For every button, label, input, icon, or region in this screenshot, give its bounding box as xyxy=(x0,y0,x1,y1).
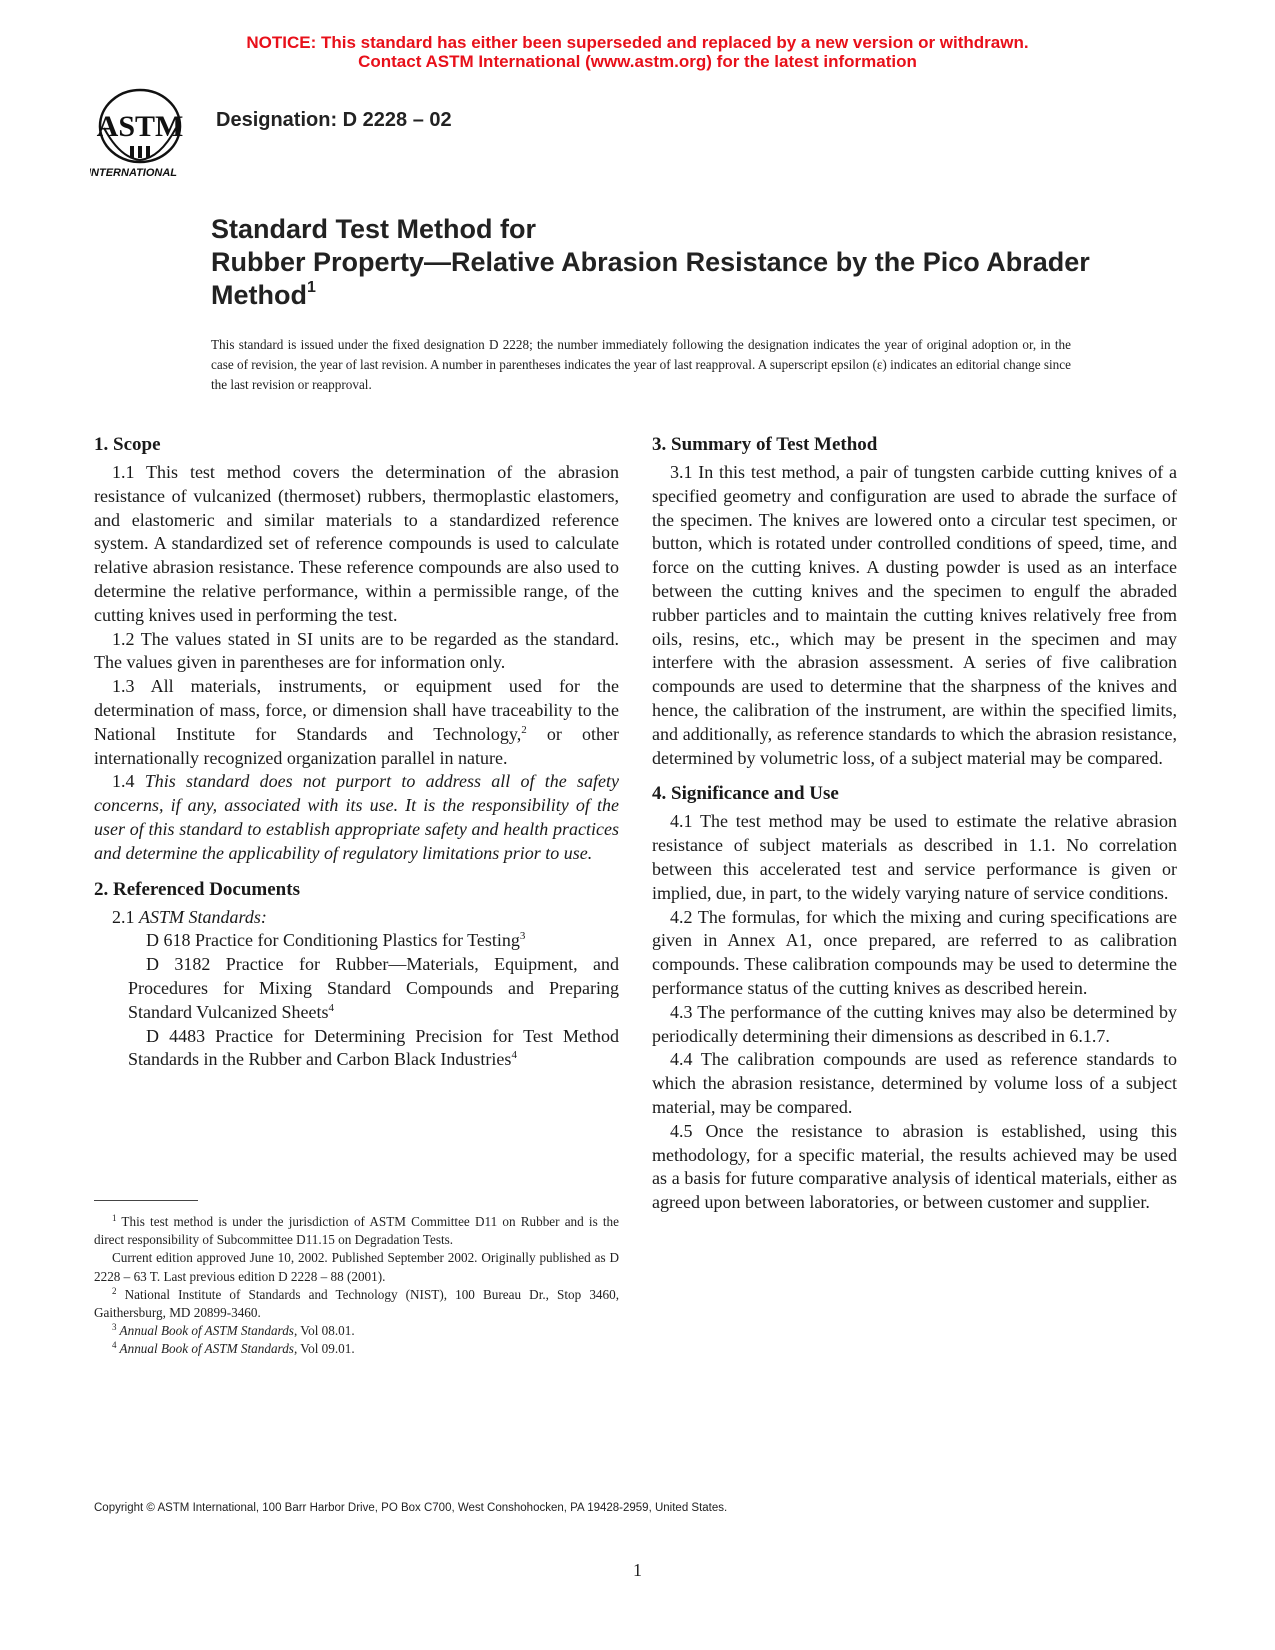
significance-p4: 4.4 The calibration compounds are used as reference standards to which the abrasion resistance, determined by volume loss of a subject material, may be compared. xyxy=(652,1049,1177,1117)
ref-item: D 3182 Practice for Rubber—Materials, Equipment, and Procedures for Mixing Standard Compounds and Preparing Standard Vulcanized Sheets$^4$ xyxy=(128,954,619,1022)
refdocs-heading: 2. Referenced Documents xyxy=(94,878,300,900)
copyright: Copyright © ASTM International, 100 Barr Harbor Drive, PO Box C700, West Conshohocken, PA 19428-2959, United States. xyxy=(94,1502,728,1514)
section-referenced-documents xyxy=(94,878,619,1073)
section-significance xyxy=(652,782,1177,1215)
scope-p1: 1.1 This test method covers the determination of the abrasion resistance of vulcanized (thermoset) rubbers, thermoplastic elastomers, and elastomeric and similar materials to a standardized reference system. A standardized set of reference compounds is used to calculate relative abrasion resistance. These reference compounds are also used to determine the relative performance, within a permissible range, of the cutting knives used in performing the test. xyxy=(94,462,619,625)
footnotes xyxy=(94,1213,619,1359)
footnote-rule xyxy=(94,1200,198,1201)
summary-p1: 3.1 In this test method, a pair of tungsten carbide cutting knives of a specified geometry and configuration are used to abrade the surface of the specimen. The knives are lowered onto a circular test specimen, or button, which is rotated under controlled conditions of speed, time, and force on the cutting knives. A dusting powder is used as an interface between the cutting knives and the specimen to engulf the abraded rubber particles and to maintain the cutting knives relatively free from oils, resins, etc., which may be present in the specimen and may interfere with the abrasion assessment. A series of five calibration compounds are used to determine that the sharpness of the knives and hence, the calibration of the instrument, are within the specified limits, and additionally, as reference standards to which the abrasion resistance, determined by volumetric loss, of a subject material may be compared. xyxy=(652,462,1177,768)
left-column xyxy=(94,433,619,1084)
significance-p1: 4.1 The test method may be used to estimate the relative abrasion resistance of subject materials as described in 1.1. No correlation between this accelerated test and service performance is given or implied, due, in part, to the widely varying nature of service conditions. xyxy=(652,811,1177,903)
significance-p5: 4.5 Once the resistance to abrasion is established, using this methodology, for a specific material, the results achieved may be used as a basis for future comparative analysis of identical materials, either as agreed upon between laboratories, or between customer and supplier. xyxy=(652,1120,1177,1213)
significance-heading: 4. Significance and Use xyxy=(652,783,839,805)
astm-logo-mark xyxy=(90,88,200,180)
notice-line-1: NOTICE: This standard has either been superseded and replaced by a new version or withdrawn. xyxy=(246,33,1029,52)
scope-p3: 1.3 All materials, instruments, or equipment used for the determination of mass, force, or dimension shall have traceability to the National Institute for Standards and Technology,$^2$ or other internationally recognized organization parallel in nature. xyxy=(94,676,620,768)
page-number: 1 xyxy=(633,1560,642,1580)
issued-note: This standard is issued under the fixed designation D 2228; the number immediately following the designation indicates the year of original adoption or, in the case of revision, the year of last revision. A number in parentheses indicates the year of last reapproval. A superscript epsilon (ε) indicates an editorial change since the last revision or reapproval. xyxy=(211,337,1071,392)
scope-heading: 1. Scope xyxy=(94,434,161,455)
footnote-4: $^4$ Annual Book of ASTM Standards, Vol 09.01. xyxy=(112,1340,355,1357)
significance-p3: 4.3 The performance of the cutting knives may also be determined by periodically determining their dimensions as described in 6.1.7. xyxy=(652,1001,1177,1046)
ref-item: D 618 Practice for Conditioning Plastics for Testing$^3$ xyxy=(146,930,526,951)
section-summary xyxy=(652,433,1177,770)
refdocs-sub: 2.1 ASTM Standards: xyxy=(112,906,267,927)
logo-label: INTERNATIONAL xyxy=(90,167,178,179)
significance-p2: 4.2 The formulas, for which the mixing and curing specifications are given in Annex A1, once prepared, are referred to as calibration compounds. These calibration compounds may be used to determine the performance status of the cutting knives as described herein. xyxy=(652,906,1177,998)
section-scope xyxy=(94,433,619,866)
supersession-notice xyxy=(0,33,1275,71)
footnote-1b: Current edition approved June 10, 2002. Published September 2002. Originally published as D 2228 – 63 T. Last previous edition D 2228 – 88 (2001). xyxy=(94,1250,619,1284)
scope-p2: 1.2 The values stated in SI units are to be regarded as the standard. The values given in parentheses are for information only. xyxy=(94,628,619,673)
scope-p4: 1.4 This standard does not purport to address all of the safety concerns, if any, associated with its use. It is the responsibility of the user of this standard to establish appropriate safety and health practices and determine the applicability of regulatory limitations prior to use. xyxy=(94,771,620,863)
notice-line-2: Contact ASTM International (www.astm.org) for the latest information xyxy=(358,52,917,71)
document-title xyxy=(211,213,1111,312)
title-line-1: Standard Test Method for xyxy=(211,214,537,244)
title-line-2 xyxy=(211,246,1111,312)
footnote-2: $^2$ National Institute of Standards and Technology (NIST), 100 Bureau Dr., Stop 3460, Gaithersburg, MD 20899-3460. xyxy=(94,1285,619,1321)
ref-item: D 4483 Practice for Determining Precision for Test Method Standards in the Rubber and Carbon Black Industries$^4$ xyxy=(128,1025,619,1070)
logo-letters: ASTM xyxy=(96,110,184,143)
right-column xyxy=(652,433,1177,1227)
designation: Designation: D 2228 – 02 xyxy=(216,109,452,131)
footnote-ref-2: 2 xyxy=(521,723,527,736)
footnote-3: $^3$ Annual Book of ASTM Standards, Vol 08.01. xyxy=(112,1322,355,1339)
astm-logo xyxy=(90,88,200,180)
summary-heading: 3. Summary of Test Method xyxy=(652,434,878,455)
title-footnote-mark: 1 xyxy=(306,279,316,296)
footnote-1: $^1$ This test method is under the jurisdiction of ASTM Committee D11 on Rubber and is the direct responsibility of Subcommittee D11.15 on Degradation Tests. xyxy=(94,1213,619,1248)
title-main: Rubber Property—Relative Abrasion Resistance by the Pico Abrader Method xyxy=(211,247,1090,310)
